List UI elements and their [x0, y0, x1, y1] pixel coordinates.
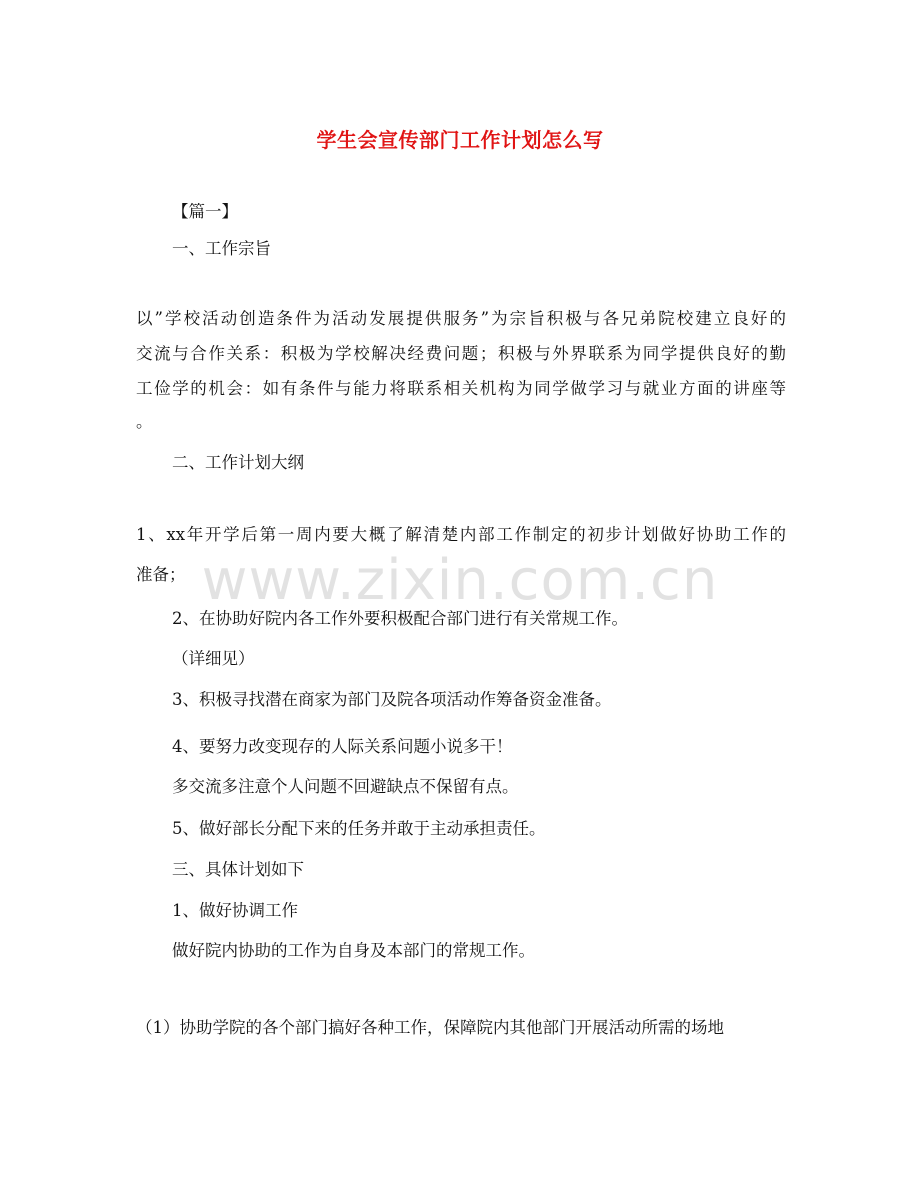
paragraph-line: 以”学校活动创造条件为活动发展提供服务”为宗旨积极与各兄弟院校建立良好的 [136, 309, 786, 328]
paragraph-line: 工俭学的机会：如有条件与能力将联系相关机构为同学做学习与就业方面的讲座等 [136, 379, 786, 398]
sub-text: 做好院内协助的工作为自身及本部门的常规工作。 [172, 941, 535, 960]
heading-detailed-plan: 三、具体计划如下 [172, 860, 304, 879]
document-title: 学生会宣传部门工作计划怎么写 [316, 128, 604, 152]
heading-plan-outline: 二、工作计划大纲 [172, 453, 304, 472]
watermark: www.zixin.com.cn [201, 548, 719, 613]
list-item: 4、要努力改变现存的人际关系问题小说多干！ [172, 737, 513, 756]
list-item: 准备； [136, 565, 186, 584]
sub-heading: 1、做好协调工作 [172, 901, 298, 920]
list-item-continuation: 多交流多注意个人问题不回避缺点不保留有点。 [172, 777, 519, 796]
paragraph-line: 。 [136, 412, 153, 431]
paragraph-line: 交流与合作关系：积极为学校解决经费问题；积极与外界联系为同学提供良好的勤 [136, 344, 786, 363]
list-item: 2、在协助好院内各工作外要积极配合部门进行有关常规工作。 [172, 609, 628, 628]
heading-work-purpose: 一、工作宗旨 [172, 239, 271, 258]
detail-note: （详细见） [172, 649, 255, 668]
sub-point: （1）协助学院的各个部门搞好各种工作，保障院内其他部门开展活动所需的场地 [136, 1018, 724, 1037]
list-item: 3、积极寻找潜在商家为部门及院各项活动作筹备资金准备。 [172, 690, 612, 709]
list-item: 5、做好部长分配下来的任务并敢于主动承担责任。 [172, 819, 546, 838]
section-label: 【篇一】 [172, 202, 238, 221]
list-item: 1、xx年开学后第一周内要大概了解清楚内部工作制定的初步计划做好协助工作的 [136, 525, 786, 544]
